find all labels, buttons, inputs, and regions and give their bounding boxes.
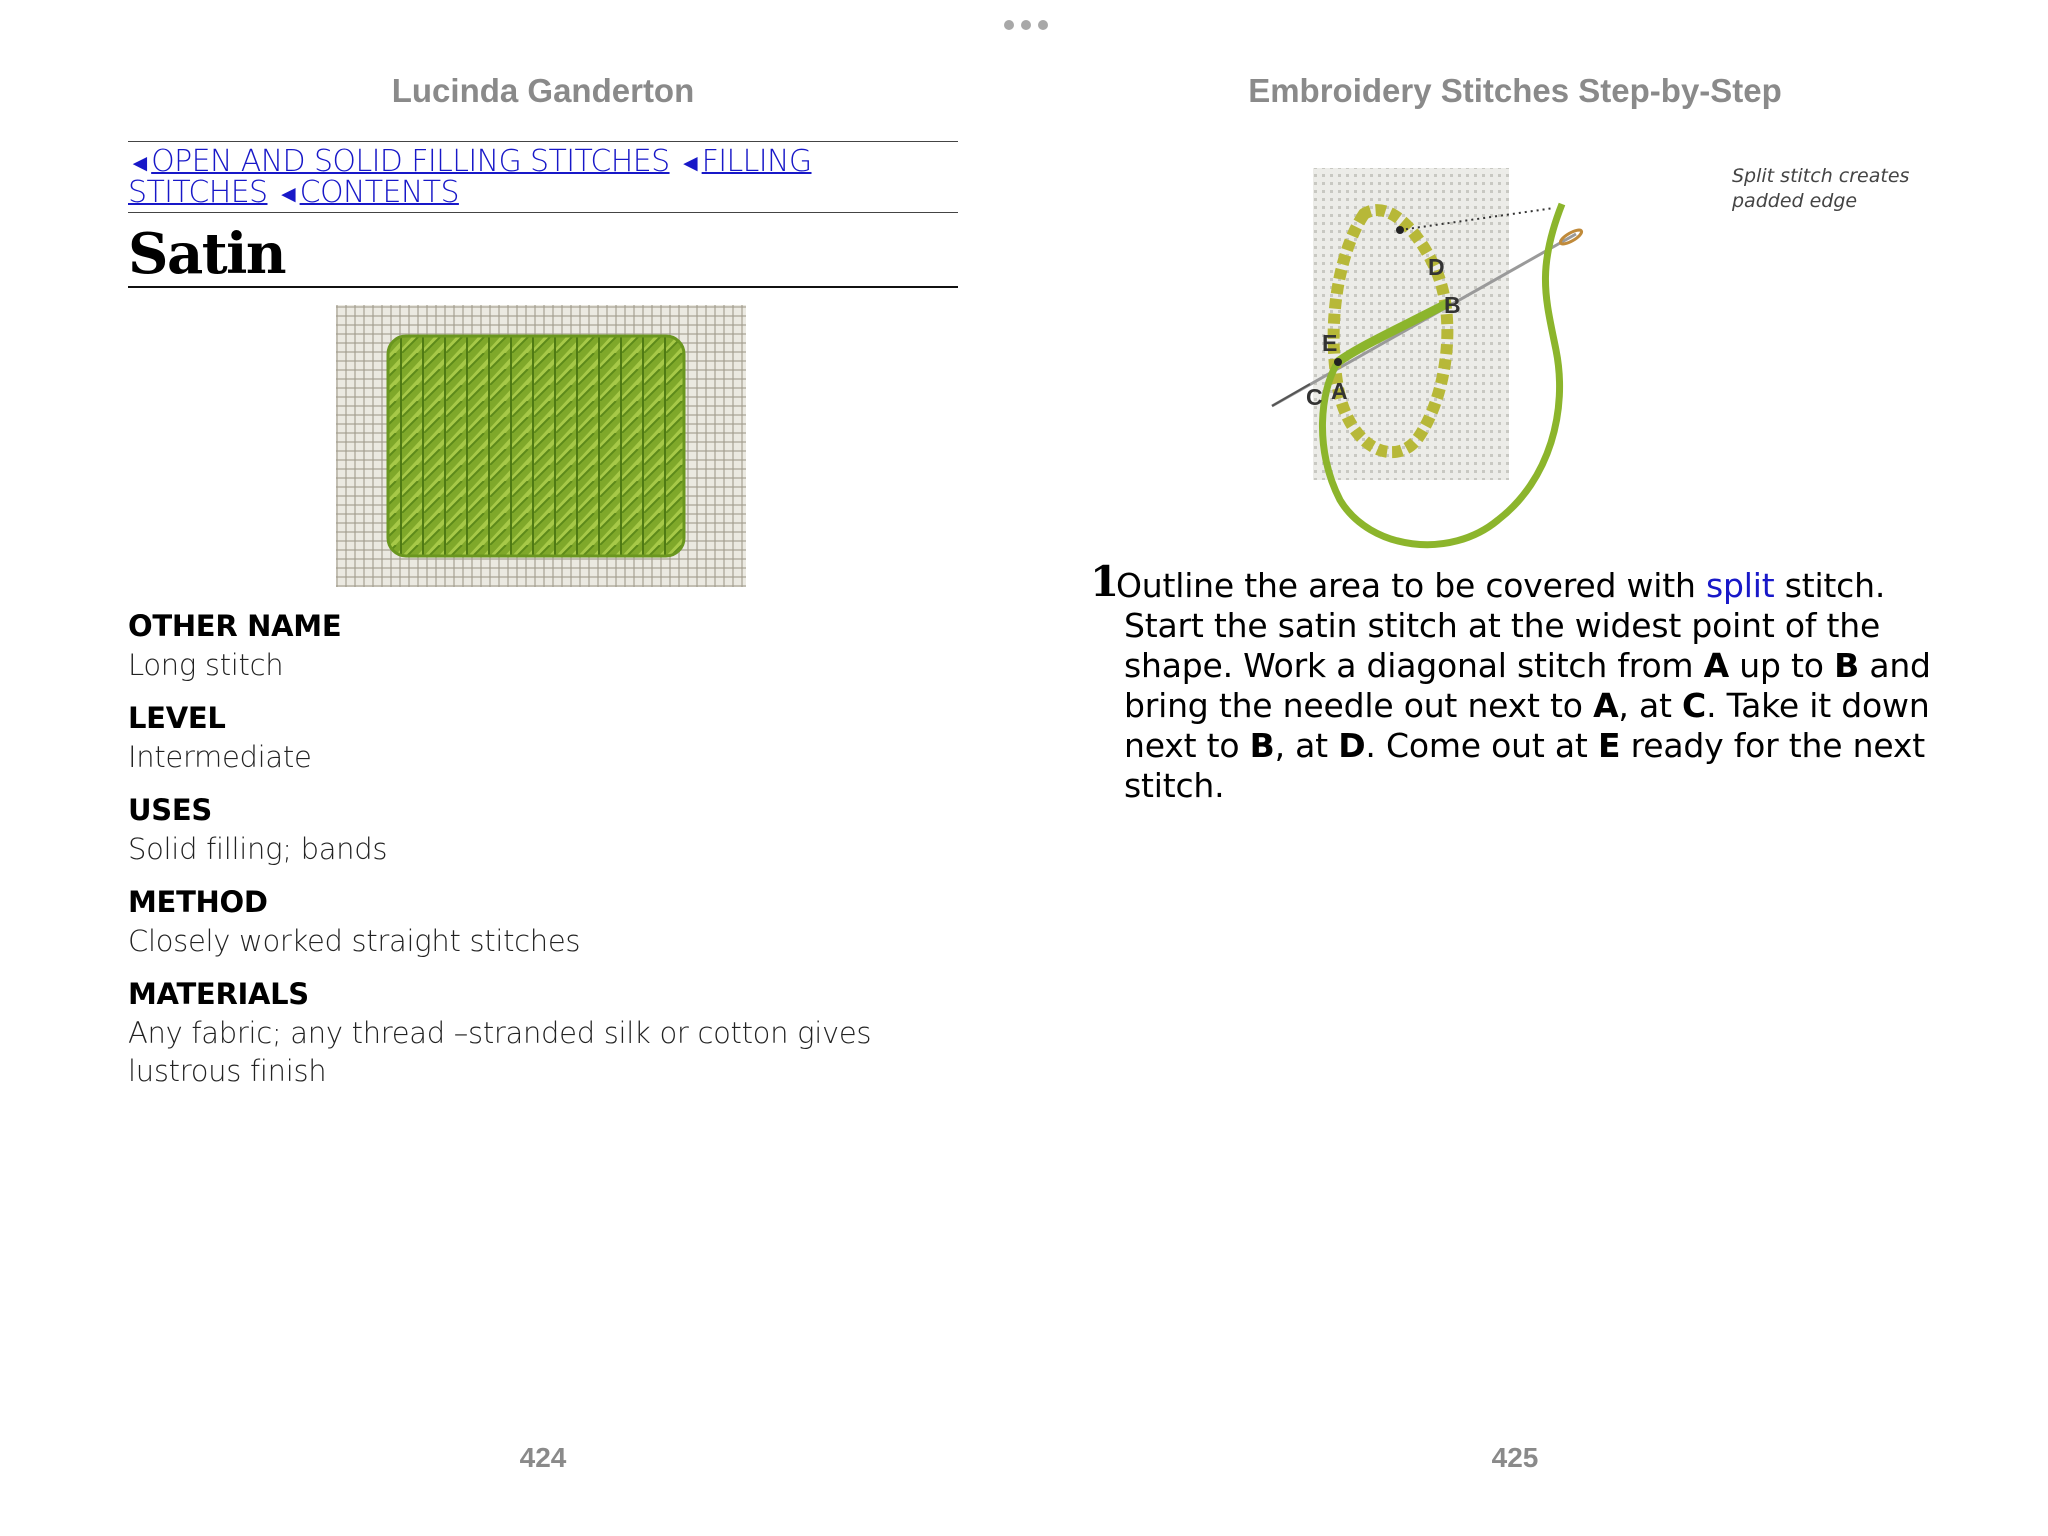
dot xyxy=(1038,20,1048,30)
detail-value-uses: Solid filling; bands xyxy=(128,832,388,866)
detail-value-method: Closely worked straight stitches xyxy=(128,924,581,958)
stitch-diagram xyxy=(1250,150,1910,560)
point-label-e: E xyxy=(1322,330,1338,356)
back-arrow-icon: ◄ xyxy=(128,149,152,177)
breadcrumb-link-contents[interactable]: CONTENTS xyxy=(299,175,459,210)
detail-label-other-name: OTHER NAME xyxy=(128,609,342,643)
menu-dots-icon[interactable] xyxy=(1004,18,1048,32)
point-label-a: A xyxy=(1331,378,1348,404)
detail-label-uses: USES xyxy=(128,793,212,827)
split-stitch-link[interactable]: split xyxy=(1706,566,1775,605)
page-number-right: 425 xyxy=(1491,1442,1539,1473)
breadcrumb-link-filling-stitches[interactable]: FILLING STITCHES xyxy=(128,144,812,210)
back-arrow-icon: ◄ xyxy=(276,180,300,208)
dot xyxy=(1004,20,1014,30)
detail-value-level: Intermediate xyxy=(128,740,312,774)
step-number: 1 xyxy=(1090,557,1120,606)
page-title: Satin xyxy=(128,222,958,288)
back-arrow-icon: ◄ xyxy=(678,149,702,177)
annotation-line-2: padded edge xyxy=(1732,190,1858,212)
detail-label-method: METHOD xyxy=(128,885,268,919)
stitch-details xyxy=(128,606,958,1104)
point-label-b: B xyxy=(1444,292,1461,318)
diagram-annotation xyxy=(1732,164,1972,214)
detail-label-level: LEVEL xyxy=(128,701,226,735)
page-number-left: 424 xyxy=(519,1442,567,1473)
step-text: Outline the area to be covered with split stitch. Start the satin stitch at the widest point of the shape. Work a diagonal stitch from A up to B and bring the needle out next to A, at C. Take it down next to B, at D. Come out at E ready for the next stitch. xyxy=(1116,566,1931,805)
satin-stitch-image xyxy=(336,305,746,587)
detail-value-other-name: Long stitch xyxy=(128,648,284,682)
detail-label-materials: MATERIALS xyxy=(128,977,309,1011)
breadcrumb xyxy=(128,141,958,213)
step-1 xyxy=(1090,557,1940,806)
point-label-d: D xyxy=(1428,254,1445,280)
point-label-c: C xyxy=(1306,384,1323,410)
detail-value-materials: Any fabric; any thread –stranded silk or cotton gives lustrous finish xyxy=(128,1016,872,1088)
left-page xyxy=(128,0,958,1536)
running-head-author: Lucinda Ganderton xyxy=(391,72,695,109)
dot xyxy=(1021,20,1031,30)
annotation-line-1: Split stitch creates xyxy=(1732,165,1910,187)
breadcrumb-link-open-solid-filling[interactable]: OPEN AND SOLID FILLING STITCHES xyxy=(151,144,670,179)
running-head-book-title: Embroidery Stitches Step-by-Step xyxy=(1248,72,1782,109)
right-page xyxy=(1090,0,1940,1536)
